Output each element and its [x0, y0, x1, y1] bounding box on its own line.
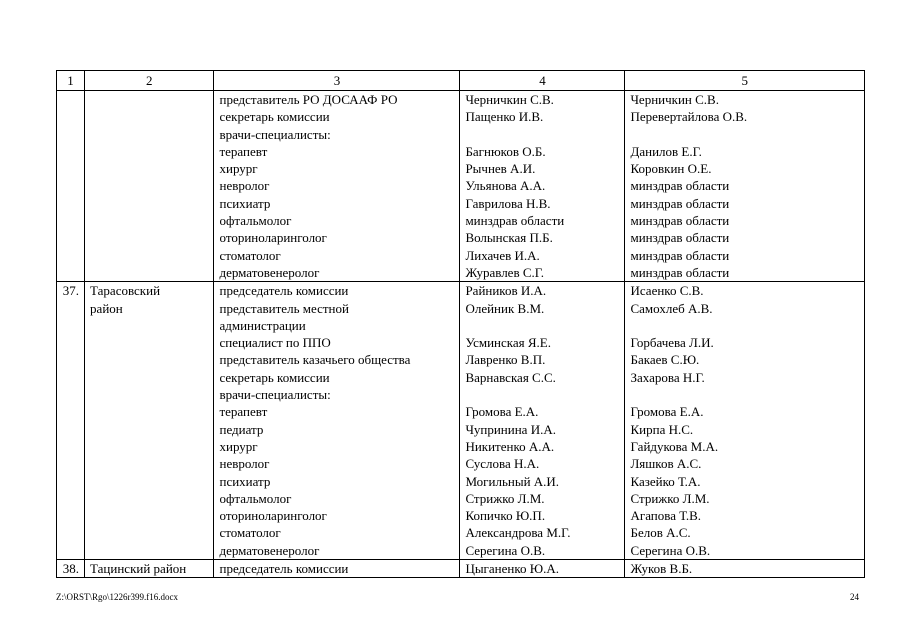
main-member-line: Олейник В.М.: [465, 300, 545, 316]
role-line: невролог: [219, 456, 270, 472]
main-member-line: Ульянова А.А.: [465, 178, 546, 194]
main-member-line: [465, 386, 619, 403]
role-line: хирург: [219, 438, 258, 454]
header-cell-3: 3: [214, 71, 460, 91]
table-row: [57, 560, 865, 578]
reserve-member-line: [630, 317, 859, 334]
reserve-member-line: Ляшков А.С.: [630, 456, 702, 472]
reserve-member-line: [630, 386, 859, 403]
main-member-line: Варнавская С.С.: [465, 369, 556, 385]
role-line: офтальмолог: [219, 490, 292, 506]
header-cell-1: 1: [57, 71, 85, 91]
main-member-line: Волынская П.Б.: [465, 230, 553, 246]
role-line: терапевт: [219, 143, 268, 159]
commission-table: [56, 70, 865, 578]
role-line: оториноларинголог: [219, 508, 327, 524]
row-number: [57, 91, 85, 282]
role-line: представитель местной: [219, 300, 349, 316]
reserve-member-line: Белов А.С.: [630, 525, 691, 541]
role-cell: [214, 91, 460, 282]
district-cell: [85, 560, 214, 578]
row-number: 37.: [57, 282, 85, 560]
main-member-line: Стрижко Л.М.: [465, 490, 545, 506]
role-cell: [214, 282, 460, 560]
reserve-member-line: Данилов Е.Г.: [630, 143, 702, 159]
main-member-line: Лавренко В.П.: [465, 352, 546, 368]
role-line: терапевт: [219, 404, 268, 420]
reserve-member-line: минздрав области: [630, 178, 730, 194]
main-member-cell: [460, 91, 625, 282]
role-line: представитель РО ДОСААФ РО: [219, 92, 398, 107]
page-number: 24: [850, 592, 859, 602]
district-cell: [85, 91, 214, 282]
role-line: председатель комиссии: [219, 561, 349, 577]
reserve-member-line: Стрижко Л.М.: [630, 490, 710, 506]
role-line: дерматовенеролог: [219, 264, 320, 280]
main-member-line: [465, 317, 619, 334]
role-line: представитель казачьего общества: [219, 352, 411, 368]
role-line: администрации: [219, 317, 306, 333]
main-member-line: Гаврилова Н.В.: [465, 195, 551, 211]
district-line: район: [90, 300, 123, 316]
role-line: секретарь комиссии: [219, 109, 330, 125]
main-member-line: Громова Е.А.: [465, 404, 539, 420]
main-member-line: Пащенко И.В.: [465, 109, 544, 125]
reserve-member-line: Захарова Н.Г.: [630, 369, 705, 385]
reserve-member-cell: [625, 560, 865, 578]
reserve-member-line: Черничкин С.В.: [630, 92, 719, 107]
main-member-line: минздрав области: [465, 213, 565, 229]
reserve-member-line: Кирпа Н.С.: [630, 421, 694, 437]
role-cell: [214, 560, 460, 578]
main-member-line: Могильный А.И.: [465, 473, 560, 489]
role-line: врачи-специалисты:: [219, 387, 331, 403]
reserve-member-line: Самохлеб А.В.: [630, 300, 713, 316]
table-row: [57, 91, 865, 282]
role-line: офтальмолог: [219, 213, 292, 229]
role-line: психиатр: [219, 473, 271, 489]
reserve-member-line: Жуков В.Б.: [630, 561, 693, 577]
reserve-member-line: Казейко Т.А.: [630, 473, 701, 489]
table-body: [57, 91, 865, 578]
reserve-member-line: Громова Е.А.: [630, 404, 704, 420]
file-path: Z:\ORST\Rgo\1226r399.f16.docx: [56, 592, 178, 602]
role-line: специалист по ППО: [219, 335, 331, 351]
role-line: педиатр: [219, 421, 264, 437]
main-member-line: Цыганенко Ю.А.: [465, 561, 560, 577]
reserve-member-line: минздрав области: [630, 264, 730, 280]
reserve-member-line: Коровкин О.Е.: [630, 161, 712, 177]
reserve-member-line: минздрав области: [630, 247, 730, 263]
reserve-member-line: Серегина О.В.: [630, 542, 711, 558]
reserve-member-line: Исаенко С.В.: [630, 283, 704, 299]
role-line: хирург: [219, 161, 258, 177]
reserve-member-cell: [625, 282, 865, 560]
reserve-member-line: Гайдукова М.А.: [630, 438, 719, 454]
role-line: врачи-специалисты:: [219, 126, 331, 142]
role-line: психиатр: [219, 195, 271, 211]
reserve-member-line: Перевертайлова О.В.: [630, 109, 748, 125]
reserve-member-line: минздрав области: [630, 230, 730, 246]
main-member-line: Лихачев И.А.: [465, 247, 540, 263]
main-member-line: Копичко Ю.П.: [465, 508, 546, 524]
role-line: стоматолог: [219, 525, 281, 541]
table-row: [57, 282, 865, 560]
role-line: стоматолог: [219, 247, 281, 263]
main-member-line: Никитенко А.А.: [465, 438, 555, 454]
main-member-cell: [460, 282, 625, 560]
main-member-line: Райников И.А.: [465, 283, 547, 299]
role-line: дерматовенеролог: [219, 542, 320, 558]
reserve-member-line: минздрав области: [630, 213, 730, 229]
district-line: Тарасовский: [90, 283, 161, 299]
reserve-member-line: Агапова Т.В.: [630, 508, 702, 524]
main-member-line: Черничкин С.В.: [465, 92, 554, 107]
reserve-member-line: [630, 126, 859, 143]
district-cell: [85, 282, 214, 560]
role-line: оториноларинголог: [219, 230, 327, 246]
role-line: секретарь комиссии: [219, 369, 330, 385]
district-line: Тацинский район: [90, 561, 187, 577]
reserve-member-cell: [625, 91, 865, 282]
header-cell-4: 4: [460, 71, 625, 91]
row-number: 38.: [57, 560, 85, 578]
header-row: [57, 71, 865, 91]
main-member-line: Суслова Н.А.: [465, 456, 540, 472]
main-member-line: Усминская Я.Е.: [465, 335, 551, 351]
main-member-cell: [460, 560, 625, 578]
reserve-member-line: Бакаев С.Ю.: [630, 352, 700, 368]
header-cell-2: 2: [85, 71, 214, 91]
main-member-line: Рычнев А.И.: [465, 161, 536, 177]
main-member-line: [465, 126, 619, 143]
role-line: невролог: [219, 178, 270, 194]
main-member-line: Серегина О.В.: [465, 542, 546, 558]
reserve-member-line: минздрав области: [630, 195, 730, 211]
role-line: председатель комиссии: [219, 283, 349, 299]
header-cell-5: 5: [625, 71, 865, 91]
main-member-line: Журавлев С.Г.: [465, 264, 545, 280]
reserve-member-line: Горбачева Л.И.: [630, 335, 714, 351]
main-member-line: Багнюков О.Б.: [465, 143, 546, 159]
main-member-line: Александрова М.Г.: [465, 525, 571, 541]
main-member-line: Чупринина И.А.: [465, 421, 556, 437]
